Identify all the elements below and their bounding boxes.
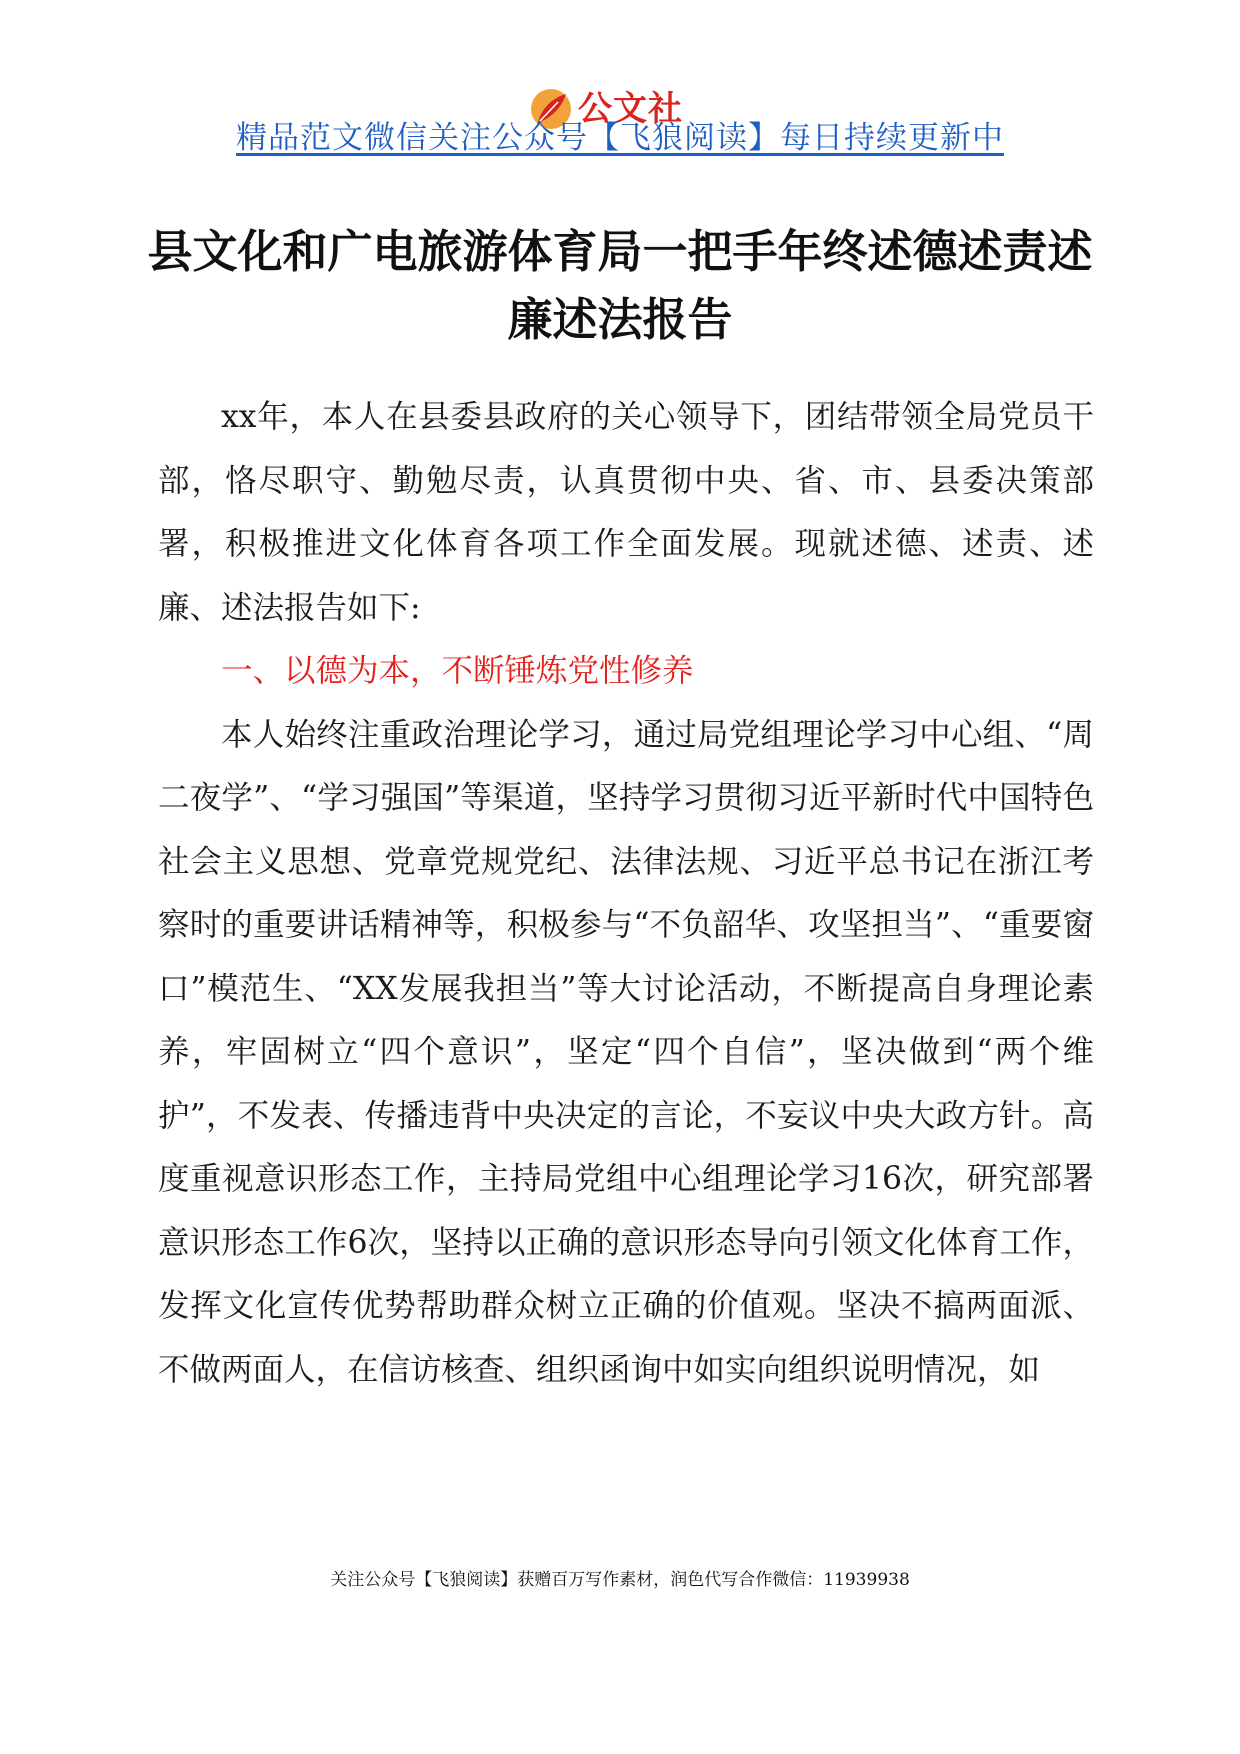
section-heading-1: 一、以德为本，不断锤炼党性修养 xyxy=(221,653,694,689)
document-body xyxy=(158,386,1094,1402)
wechat-promo-link[interactable]: 精品范文微信关注公众号【飞狼阅读】每日持续更新中 xyxy=(236,120,1004,156)
intro-paragraph: xx年，本人在县委县政府的关心领导下，团结带领全局党员干部，恪尽职守、勤勉尽责，认真贯彻中央、省、市、县委决策部署，积极推进文化体育各项工作全面发展。现就述德、述责、述廉、述法报告如下: xyxy=(158,399,1094,626)
page-title: 县文化和广电旅游体育局一把手年终述德述责述廉述法报告 xyxy=(147,225,1093,346)
logo-text: 公文社 xyxy=(578,89,683,129)
section-paragraph-1: 本人始终注重政治理论学习，通过局党组理论学习中心组、“周二夜学”、“学习强国”等渠道，坚持学习贯彻习近平新时代中国特色社会主义思想、党章党规党纪、法律法规、习近平总书记在浙江考察时的重要讲话精神等，积极参与“不负韶华、攻坚担当”、“重要窗口”模范生、“XX发展我担当”等大讨论活动，不断提高自身理论素养，牢固树立“四个意识”，坚定“四个自信”，坚决做到“两个维护”，不发表、传播违背中央决定的言论，不妄议中央大政方针。高度重视意识形态工作，主持局党组中心组理论学习16次，研究部署意识形态工作6次，坚持以正确的意识形态导向引领文化体育工作，发挥文化宣传优势帮助群众树立正确的价值观。坚决不搞两面派、不做两面人，在信访核查、组织函询中如实向组织说明情况，如 xyxy=(158,716,1094,1388)
footer-note: 关注公众号【飞狼阅读】获赠百万写作素材，润色代写合作微信：11939938 xyxy=(330,1570,910,1590)
